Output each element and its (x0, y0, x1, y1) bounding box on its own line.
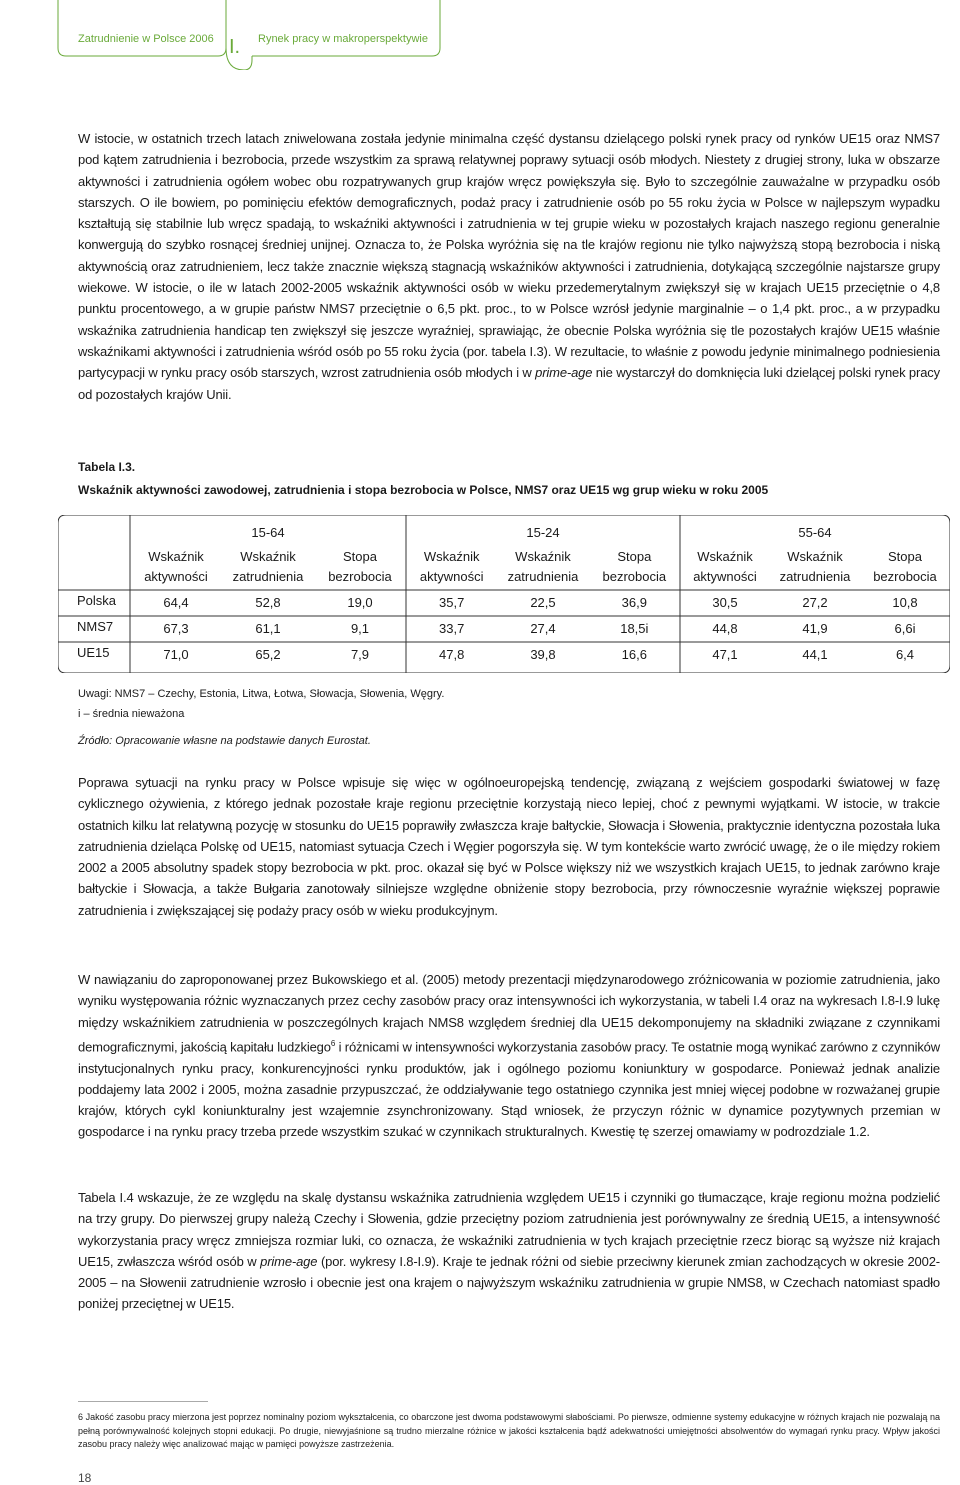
table-cell: 7,9 (350, 647, 370, 662)
table-cell: 6,4 (895, 647, 915, 662)
table-cell: 71,0 (163, 647, 189, 662)
table-cell: 44,8 (712, 621, 738, 636)
header-chapter-number: I. (229, 36, 241, 58)
table-cell: 9,1 (350, 621, 370, 636)
paragraph-3 (78, 969, 940, 1143)
footnote-ref: 6 (330, 1038, 336, 1048)
table-cell: 44,1 (802, 647, 828, 662)
table-cell: 10,8 (892, 595, 918, 610)
table-title: Wskaźnik aktywności zawodowej, zatrudnienia i stopa bezrobocia w Polsce, NMS7 oraz UE15 wg grup wieku w roku 2005 (78, 483, 769, 497)
table-cell: 16,6 (621, 647, 647, 662)
table-cell: 39,8 (530, 647, 556, 662)
table-cell: 35,7 (439, 595, 465, 610)
column-header-line2: bezrobocia (602, 569, 667, 584)
column-header-line2: zatrudnienia (779, 569, 851, 584)
column-header-line2: aktywności (419, 569, 484, 584)
row-label: NMS7 (77, 619, 114, 634)
column-header-line2: aktywności (144, 569, 208, 584)
group-header: 55-64 (798, 525, 832, 540)
paragraph-1-italic: prime-age (535, 365, 593, 381)
table-cell: 41,9 (802, 621, 828, 636)
column-header-line2: zatrudnienia (507, 569, 579, 584)
footnote: 6 Jakość zasobu pracy mierzona jest poprzez nominalny poziom wykształcenia, co obarczone jest dwoma podstawowymi słabościami. Po pierwsze, odmienne systemy edukacyjne w różnych krajach nie pozwalają na pełną porównywalność kolejnych stopni edukacji. Po drugie, niewyjaśnione są trudno mierzalne różnice w jakości kształcenia bądź adekwatności umiejętności absolwentów do wymagań rynku pracy. Wpływ jakości zasobu pracy należy więc analizować mając w pamięci powyższe zastrzeżenia. (78, 1412, 940, 1449)
column-header-line1: Wskaźnik (148, 549, 204, 564)
column-header-line2: aktywności (693, 569, 757, 584)
paragraph-2: Poprawa sytuacji na rynku pracy w Polsce wpisuje się więc w ogólnoeuropejską tendencję, związaną z wejściem gospodarki światowej w fazę cyklicznego ożywienia, z którego jednak pozostałe kraje regionu przeciętnie korzystają nieco lepiej, choć z pewnymi wyjątkami. W istocie, w trakcie ostatnich kilku lat relatywną pozycję w stosunku do UE15 poprawiły zwłaszcza kraje bałtyckie, Słowacja i Słowenia, praktycznie identyczna pozostała luka zatrudnienia dzieląca Polskę od UE15, natomiast sytuacja Czech i Węgier pogorszyła się. W tym kontekście warto zwrócić uwagę, że o ile między rokiem 2002 a 2005 absolutny spadek stopy bezrobocia w pkt. proc. okazał się być w Polsce większy niż we wszystkich krajach UE15, to jednak zarówno kraje bałtyckie i Słowacja, a także Bułgaria zanotowały silniejsze względne obniżenie stopy bezrobocia, przy równoczesnie wyraźnie większej poprawie zatrudnienia i zwiększającej się podaży pracy osób w wieku produkcyjnym. (78, 775, 940, 918)
table-cell: 64,4 (163, 595, 189, 610)
paragraph-4 (78, 1187, 940, 1315)
table-cell: 65,2 (255, 647, 281, 662)
table-cell: 27,2 (802, 595, 828, 610)
paragraph-3-text: W nawiązaniu do zaproponowanej przez Bukowskiego et al. (2005) metody prezentacji międzynarodowego zróżnicowania w poziomie zatrudnienia, jako wyniku występowania różnic wyznaczanych przez cechy zasobów pracy oraz intensywności ich wykorzystania, w tabeli I.4 oraz na wykresach I.8-I.9 lukę między wskaźnikiem zatrudnienia w poszczególnych krajach NMS8 względem średniej dla UE15 dekomponujemy na składniki związane z czynnikami demograficznymi, jakością kapitału ludzkiego (78, 972, 940, 1055)
table-cell: 30,5 (712, 595, 738, 610)
table-cell: 22,5 (530, 595, 556, 610)
paragraph-4-text: Tabela I.4 wskazuje, że ze względu na skalę dystansu wskaźnika zatrudnienia względem UE15 i czynniki go tłumaczące, kraje regionu można podzielić na trzy grupy. Do pierwszej grupy należą Czechy i Słowenia, gdzie przeciętny poziom zatrudnienia jest porównywalny ze średnią UE15, a intensywność wykorzystania pracy wręcz zmniejsza rozmiar luki, co oznacza, że wskaźniki zatrudnienia w tych krajach przeciętnie rzecz biorąc są wyższe niż krajach UE15, zwłaszcza wśród osób w (78, 1190, 940, 1269)
column-header-line1: Wskaźnik (423, 549, 480, 564)
table-cell: 47,8 (439, 647, 465, 662)
column-header-line2: bezrobocia (873, 569, 937, 584)
paragraph-4-italic: prime-age (260, 1253, 318, 1269)
column-header-line1: Stopa (617, 549, 652, 564)
paragraph-1-end: nie wystarczył do domknięcia luki dzielącej polski rynek pracy od pozostałych krajów Unii. (78, 365, 940, 402)
table-cell: 18,5i (620, 621, 649, 636)
column-header-line2: zatrudnienia (232, 569, 304, 584)
table-cell: 67,3 (163, 621, 189, 636)
column-header-line1: Wskaźnik (697, 549, 753, 564)
paragraph-4-end: (por. wykresy I.8-I.9). Kraje te jednak różni od siebie przeciwny kierunek zmian zachodzących w okresie 2002-2005 – na Słowenii zatrudnienie wzrosło i obecnie jest ona krajem o najwyższym wskaźniku zatrudnienia w grupie NMS8, w Czechach natomiast spadło poniżej przeciętnej w UE15. (78, 1253, 940, 1312)
table-cell: 19,0 (347, 595, 373, 610)
table-cell: 52,8 (255, 595, 281, 610)
table-cell: 47,1 (712, 647, 738, 662)
table-cell: 36,9 (621, 595, 647, 610)
column-header-line2: bezrobocia (328, 569, 392, 584)
column-header-line1: Wskaźnik (240, 549, 296, 564)
page-number: 18 (78, 1471, 92, 1485)
row-label: Polska (77, 593, 117, 608)
column-header-line1: Stopa (888, 549, 922, 564)
table-cell: 6,6i (894, 621, 916, 636)
paragraph-1 (78, 128, 940, 405)
table-note-countries: Uwagi: NMS7 – Czechy, Estonia, Litwa, Łotwa, Słowacja, Słowenia, Węgry. (78, 688, 445, 700)
table-note-average: i – średnia nieważona (78, 708, 185, 720)
row-label: UE15 (77, 645, 110, 660)
table-source: Źródło: Opracowanie własne na podstawie danych Eurostat. (78, 735, 371, 747)
column-header-line1: Wskaźnik (515, 549, 571, 564)
header-publication-title: Zatrudnienie w Polsce 2006 (78, 33, 214, 45)
header-chapter-title: Rynek pracy w makroperspektywie (258, 33, 428, 45)
table-cell: 61,1 (255, 621, 281, 636)
column-header-line1: Stopa (343, 549, 377, 564)
page-header (0, 0, 960, 70)
group-header: 15-64 (251, 525, 285, 540)
table-label: Tabela I.3. (78, 460, 136, 474)
table-cell: 27,4 (530, 621, 556, 636)
paragraph-3-end: i różnicami w intensywności wykorzystania zasobów pracy. Te ostatnie mogą wynikać zarówno z czynników instytucjonalnych rynku pracy, konkurencyjności rynku produktów, jak i ogólnego poziomu koniunktury w gospodarce. Ponieważ jednak analizie poddajemy lata 2002 i 2005, można zasadnie przypuszczać, że oddziaływanie tego ostatniego czynnika jest mniej więcej podobne w rozważanej grupie krajów, których cykl koniunkturalny jest wzajemnie zsynchronizowany. Stąd wniosek, że przyczyn różnic w dynamice pozytywnych przemian w gospodarce i na rynku pracy trzeba przede wszystkim szukać w czynnikach strukturalnych. Kwestię tę szerzej omawiamy w podrozdziale 1.2. (78, 1039, 940, 1140)
footnote-rule (78, 1401, 208, 1402)
data-table (58, 515, 950, 673)
group-header: 15-24 (526, 525, 560, 540)
paragraph-1-text: W istocie, w ostatnich trzech latach zniwelowana została jedynie minimalna część dystansu dzielącego polski rynek pracy od rynków UE15 oraz NMS7 pod kątem zatrudnienia i bezrobocia, przede wszystkim za sprawą relatywnej poprawy sytuacji osób młodych. Niestety z drugiej strony, luka w obszarze aktywności i zatrudnienia ogółem wobec obu rozpatrywanych grup krajów wręcz powiększyła się. Było to szczególnie zauważalne w przypadku osób starszych. O ile bowiem, po pominięciu efektów demograficznych, podaż pracy i zatrudnienie osób po 55 roku życia w Polsce w najlepszym wypadku kształtują się stabilnie lub wręcz spadają, to wskaźniki aktywności i zatrudnienia w tej grupie wieku w pozostałych krajach naszego regionu generalnie konwergują do szybko rosnącej średniej unijnej. Oznacza to, że Polska wyróżnia się na tle krajów regionu nie tylko najwyższą stopą bezrobocia i niską aktywnością oraz zatrudnieniem, lecz także znacznie większą stagnacją wskaźników aktywności i zatrudnienia, dotykającą szczególnie najstarsze grupy wiekowe. W istocie, o ile w latach 2002-2005 wskaźnik aktywności osób w wieku przedemerytalnym zwiększył się w krajach UE15 przeciętnie o 4,8 punktu procentowego, a w grupie państw NMS7 przeciętnie o 6,5 pkt. proc., to w Polsce wzrósł jedynie marginalnie – o 1,4 pkt. proc., a w przypadku wskaźnika zatrudnienia handicap ten zwiększył się jeszcze wyraźniej, sprawiając, że obecnie Polska wyróżnia się tle pozostałych krajów UE15 właśnie wskaźnikami aktywności i zatrudnienia wśród osób po 55 roku życia (por. tabela I.3). W rezultacie, to właśnie z powodu jedynie minimalnego podniesienia partycypacji w rynku pracy osób starszych, wzrost zatrudnienia osób młodych i w (78, 131, 940, 381)
table-cell: 33,7 (439, 621, 465, 636)
column-header-line1: Wskaźnik (787, 549, 843, 564)
